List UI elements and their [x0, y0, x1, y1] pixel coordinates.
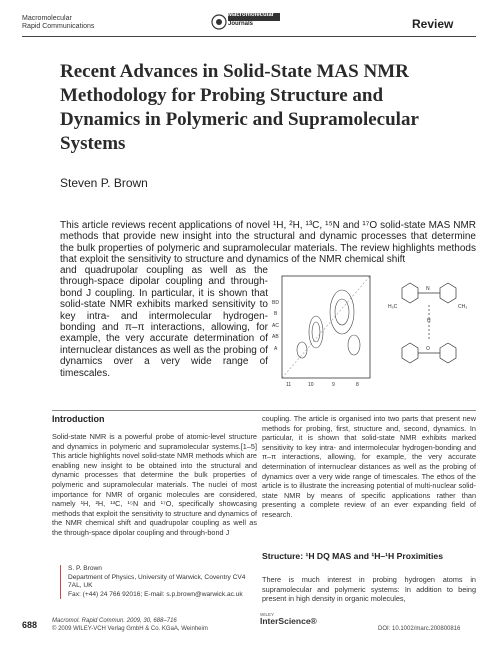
affil-contact: Fax: (+44) 24 766 92016; E-mail: s.p.brown@warwick.ac.uk	[68, 590, 243, 598]
axis-label-b: B	[274, 311, 278, 317]
axis-label-ac: AC	[272, 323, 279, 329]
intro-text: Solid-state NMR is a powerful probe of atomic-level structure and dynamics in polymeric and supramolecular systems.[1–5] This article highlights novel solid-state NMR methods which are enabling new insight to be obtained into the structural and dynamic processes that determine the bulk properties of polymeric and supramolecular materials. The nuclei of most importance for NMR of organic molecules are considered, namely ¹H, ²H, ¹³C, ¹⁵N and ¹⁷O, specifically showcasing methods that exploit the sensitivity to structure and dynamics of the NMR chemical shift and quadrupolar coupling as well as the through-space dipolar coupling and through-bond J	[52, 432, 257, 537]
journal-line1: Macromolecular	[22, 15, 72, 22]
journal-name	[22, 15, 94, 31]
affil-name: S. P. Brown	[68, 565, 102, 572]
publisher-logo	[260, 612, 330, 634]
chem-label-ch3: CH₃	[458, 304, 468, 310]
chem-label-o: O	[426, 346, 430, 352]
figure-axis-labels	[272, 300, 279, 352]
abstract-wrap-text: and quadrupolar coupling as well as the through-space dipolar coupling and through-bond J coupling. In particular, it is shown that solid-state NMR exhibits marked sensitivity to key intra- and intermolecular hydrogen-bonding and π–π interactions, allowing, for example, the very accurate determination of internuclear distances as well as the probing of dynamics over a very wide range of timescales.	[60, 265, 268, 379]
tick-9: 9	[332, 382, 335, 388]
chem-label-h3c: H₃C	[388, 304, 398, 310]
logo-line2: Journals	[228, 21, 254, 27]
chem-label-h: H	[427, 318, 431, 324]
tick-8: 8	[356, 382, 359, 388]
section-label: Review	[412, 17, 454, 31]
intro-heading: Introduction	[52, 414, 105, 424]
figure-tick-labels	[286, 382, 359, 388]
tick-11: 11	[286, 382, 292, 388]
affil-dept: Department of Physics, University of Warwick, Coventry CV4 7AL, UK	[68, 573, 246, 590]
logo-text	[228, 12, 274, 28]
publisher-small: WILEY	[260, 612, 275, 617]
author-name: Steven P. Brown	[60, 176, 148, 190]
axis-label-bd: BD	[272, 300, 279, 306]
chem-label-n: N	[426, 286, 430, 292]
abstract-text: This article reviews recent applications of novel ¹H, ²H, ¹³C, ¹⁵N and ¹⁷O solid-state MAS NMR methods that provide new insight into the structural and dynamic processes that determine the bulk properties of polymeric and supramolecular materials. The review highlights methods that exploit the sensitivity to structure and dynamics of the NMR chemical shift	[60, 220, 476, 266]
tick-10: 10	[308, 382, 314, 388]
article-title: Recent Advances in Solid-State MAS NMR Methodology for Probing Structure and Dynamics in Polymeric and Supramolecular Systems	[60, 61, 419, 154]
journal-line2: Rapid Communications	[22, 23, 95, 30]
footer-citation: Macromol. Rapid Commun. 2009, 30, 688–716	[52, 618, 177, 624]
header-rule	[22, 36, 476, 37]
footer-copyright: © 2009 WILEY-VCH Verlag GmbH & Co. KGaA, Weinheim	[52, 625, 208, 632]
section-rule	[52, 410, 476, 411]
col2-text: coupling. The article is organised into two parts that present new methods for probing, first, structure and, second, dynamics. In particular, it is shown that solid-state NMR exhibits marked sensitivity to key intra- and intermolecular hydrogen-bonding and π–π interactions, allowing, for example, the very accurate determination of internuclear distances as well as the probing of dynamics over a very wide range of timescales. The ethos of the article is to illustrate the increasing potential of multi-nuclear solid-state NMR by means of specific applications rather than presenting a complete review of an ever expanding field of research.	[262, 414, 476, 519]
doi: DOI: 10.1002/marc.200800816	[378, 626, 461, 632]
publisher-name: InterScience®	[260, 616, 317, 626]
author-affiliation	[60, 565, 258, 599]
graphical-abstract-figure	[272, 270, 478, 396]
chem-labels	[388, 286, 467, 352]
axis-label-a: A	[274, 346, 278, 352]
structure-subheading: Structure: ¹H DQ MAS and ¹H–¹H Proximities	[262, 551, 443, 561]
abstract	[60, 220, 476, 266]
logo-line1: Macromolecular	[228, 12, 275, 18]
footer-citation-block	[52, 618, 208, 633]
col2-text-continued: There is much interest in probing hydrogen atoms in supramolecular and polymeric systems: In addition to being present in high density in organic molecules,	[262, 575, 476, 604]
axis-label-ab: AB	[272, 334, 279, 340]
page-number: 688	[22, 620, 38, 630]
